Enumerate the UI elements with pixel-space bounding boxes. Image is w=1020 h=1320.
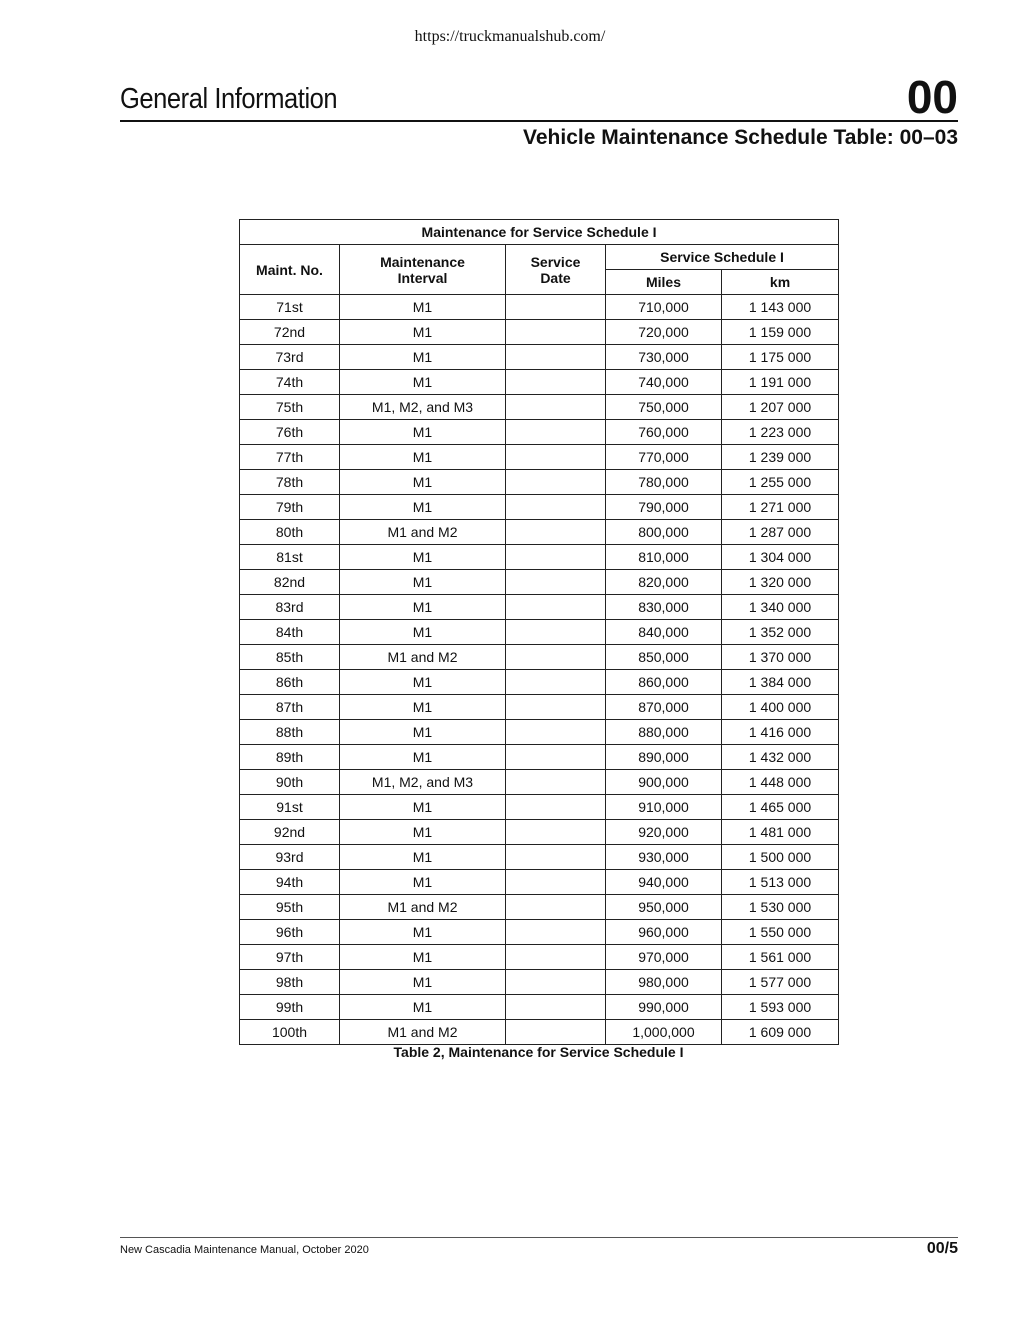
cell-maint-no: 88th xyxy=(240,720,340,745)
cell-service-date xyxy=(506,395,606,420)
cell-miles: 750,000 xyxy=(606,395,722,420)
cell-interval: M1 xyxy=(340,845,506,870)
cell-maint-no: 100th xyxy=(240,1020,340,1045)
cell-service-date xyxy=(506,770,606,795)
cell-km: 1 320 000 xyxy=(722,570,839,595)
cell-miles: 740,000 xyxy=(606,370,722,395)
table-row xyxy=(240,720,839,745)
cell-miles: 820,000 xyxy=(606,570,722,595)
cell-miles: 960,000 xyxy=(606,920,722,945)
cell-service-date xyxy=(506,745,606,770)
table-title: Maintenance for Service Schedule I xyxy=(240,220,839,245)
cell-km: 1 577 000 xyxy=(722,970,839,995)
cell-interval: M1 xyxy=(340,420,506,445)
page-subtitle: Vehicle Maintenance Schedule Table: 00–03 xyxy=(523,126,958,149)
cell-interval: M1, M2, and M3 xyxy=(340,770,506,795)
cell-interval: M1 xyxy=(340,970,506,995)
cell-km: 1 340 000 xyxy=(722,595,839,620)
cell-interval: M1 xyxy=(340,745,506,770)
cell-maint-no: 80th xyxy=(240,520,340,545)
cell-maint-no: 72nd xyxy=(240,320,340,345)
cell-service-date xyxy=(506,320,606,345)
table-row xyxy=(240,845,839,870)
cell-interval: M1 xyxy=(340,670,506,695)
cell-interval: M1 xyxy=(340,995,506,1020)
cell-interval: M1 xyxy=(340,445,506,470)
cell-service-date xyxy=(506,870,606,895)
cell-miles: 910,000 xyxy=(606,795,722,820)
cell-interval: M1 xyxy=(340,495,506,520)
cell-interval: M1 xyxy=(340,920,506,945)
table-row xyxy=(240,770,839,795)
cell-interval: M1 and M2 xyxy=(340,1020,506,1045)
cell-miles: 720,000 xyxy=(606,320,722,345)
cell-km: 1 384 000 xyxy=(722,670,839,695)
cell-miles: 710,000 xyxy=(606,295,722,320)
table-row xyxy=(240,670,839,695)
cell-maint-no: 87th xyxy=(240,695,340,720)
cell-km: 1 400 000 xyxy=(722,695,839,720)
cell-miles: 870,000 xyxy=(606,695,722,720)
page-header xyxy=(120,70,958,122)
cell-miles: 860,000 xyxy=(606,670,722,695)
cell-km: 1 271 000 xyxy=(722,495,839,520)
cell-service-date xyxy=(506,995,606,1020)
footer-divider xyxy=(120,1237,958,1238)
cell-interval: M1 xyxy=(340,320,506,345)
cell-miles: 920,000 xyxy=(606,820,722,845)
cell-km: 1 550 000 xyxy=(722,920,839,945)
cell-service-date xyxy=(506,295,606,320)
cell-km: 1 370 000 xyxy=(722,645,839,670)
cell-km: 1 500 000 xyxy=(722,845,839,870)
cell-maint-no: 75th xyxy=(240,395,340,420)
section-title: General Information xyxy=(120,83,338,115)
cell-km: 1 287 000 xyxy=(722,520,839,545)
cell-km: 1 255 000 xyxy=(722,470,839,495)
cell-miles: 830,000 xyxy=(606,595,722,620)
cell-service-date xyxy=(506,520,606,545)
cell-maint-no: 95th xyxy=(240,895,340,920)
cell-interval: M1 xyxy=(340,295,506,320)
cell-km: 1 481 000 xyxy=(722,820,839,845)
table-row xyxy=(240,895,839,920)
table-row xyxy=(240,695,839,720)
cell-service-date xyxy=(506,670,606,695)
cell-km: 1 432 000 xyxy=(722,745,839,770)
table-row xyxy=(240,870,839,895)
footer-manual-title: New Cascadia Maintenance Manual, October 2020 xyxy=(120,1244,369,1256)
cell-interval: M1 xyxy=(340,545,506,570)
cell-interval: M1 xyxy=(340,820,506,845)
table-row xyxy=(240,295,839,320)
table-row xyxy=(240,995,839,1020)
table-row xyxy=(240,745,839,770)
cell-km: 1 143 000 xyxy=(722,295,839,320)
cell-interval: M1 xyxy=(340,620,506,645)
cell-miles: 800,000 xyxy=(606,520,722,545)
header-maint-no: Maint. No. xyxy=(240,245,340,295)
table-row xyxy=(240,320,839,345)
table-row xyxy=(240,345,839,370)
cell-service-date xyxy=(506,970,606,995)
cell-km: 1 304 000 xyxy=(722,545,839,570)
cell-km: 1 513 000 xyxy=(722,870,839,895)
cell-km: 1 352 000 xyxy=(722,620,839,645)
table-row xyxy=(240,470,839,495)
cell-km: 1 465 000 xyxy=(722,795,839,820)
cell-service-date xyxy=(506,1020,606,1045)
cell-miles: 780,000 xyxy=(606,470,722,495)
cell-maint-no: 97th xyxy=(240,945,340,970)
cell-maint-no: 74th xyxy=(240,370,340,395)
cell-interval: M1 and M2 xyxy=(340,645,506,670)
cell-service-date xyxy=(506,895,606,920)
cell-maint-no: 71st xyxy=(240,295,340,320)
table-row xyxy=(240,570,839,595)
cell-maint-no: 81st xyxy=(240,545,340,570)
cell-maint-no: 79th xyxy=(240,495,340,520)
cell-service-date xyxy=(506,570,606,595)
cell-maint-no: 76th xyxy=(240,420,340,445)
table-row xyxy=(240,820,839,845)
header-service-date: Service Date xyxy=(506,245,606,295)
cell-maint-no: 86th xyxy=(240,670,340,695)
table-row xyxy=(240,370,839,395)
cell-miles: 840,000 xyxy=(606,620,722,645)
cell-service-date xyxy=(506,945,606,970)
cell-service-date xyxy=(506,820,606,845)
section-number: 00 xyxy=(906,71,958,123)
cell-maint-no: 93rd xyxy=(240,845,340,870)
cell-maint-no: 89th xyxy=(240,745,340,770)
maintenance-schedule-table xyxy=(239,219,839,1045)
cell-service-date xyxy=(506,345,606,370)
cell-km: 1 561 000 xyxy=(722,945,839,970)
cell-maint-no: 73rd xyxy=(240,345,340,370)
table-row xyxy=(240,945,839,970)
cell-service-date xyxy=(506,620,606,645)
header-maintenance-interval: Maintenance Interval xyxy=(340,245,506,295)
cell-km: 1 207 000 xyxy=(722,395,839,420)
cell-miles: 990,000 xyxy=(606,995,722,1020)
table-row xyxy=(240,620,839,645)
cell-interval: M1 xyxy=(340,945,506,970)
cell-maint-no: 84th xyxy=(240,620,340,645)
cell-interval: M1 xyxy=(340,870,506,895)
cell-km: 1 416 000 xyxy=(722,720,839,745)
cell-interval: M1 and M2 xyxy=(340,895,506,920)
table-row xyxy=(240,420,839,445)
cell-service-date xyxy=(506,445,606,470)
cell-service-date xyxy=(506,795,606,820)
cell-miles: 810,000 xyxy=(606,545,722,570)
header-service-schedule: Service Schedule I xyxy=(606,245,839,270)
table-row xyxy=(240,545,839,570)
table-caption: Table 2, Maintenance for Service Schedule I xyxy=(393,1044,684,1060)
cell-interval: M1, M2, and M3 xyxy=(340,395,506,420)
cell-km: 1 593 000 xyxy=(722,995,839,1020)
cell-interval: M1 and M2 xyxy=(340,520,506,545)
cell-interval: M1 xyxy=(340,570,506,595)
cell-miles: 850,000 xyxy=(606,645,722,670)
cell-maint-no: 78th xyxy=(240,470,340,495)
cell-km: 1 175 000 xyxy=(722,345,839,370)
cell-maint-no: 96th xyxy=(240,920,340,945)
table-title-row xyxy=(240,220,839,245)
footer-page-number: 00/5 xyxy=(926,1240,958,1257)
cell-interval: M1 xyxy=(340,470,506,495)
cell-interval: M1 xyxy=(340,345,506,370)
cell-interval: M1 xyxy=(340,370,506,395)
cell-interval: M1 xyxy=(340,795,506,820)
cell-miles: 950,000 xyxy=(606,895,722,920)
cell-service-date xyxy=(506,645,606,670)
cell-interval: M1 xyxy=(340,595,506,620)
cell-miles: 730,000 xyxy=(606,345,722,370)
table-row xyxy=(240,520,839,545)
cell-miles: 900,000 xyxy=(606,770,722,795)
table-header-row xyxy=(240,245,839,270)
cell-service-date xyxy=(506,370,606,395)
cell-maint-no: 90th xyxy=(240,770,340,795)
cell-service-date xyxy=(506,695,606,720)
cell-maint-no: 82nd xyxy=(240,570,340,595)
cell-service-date xyxy=(506,845,606,870)
table-row xyxy=(240,795,839,820)
table-row xyxy=(240,445,839,470)
cell-maint-no: 83rd xyxy=(240,595,340,620)
cell-km: 1 159 000 xyxy=(722,320,839,345)
table-row xyxy=(240,970,839,995)
cell-interval: M1 xyxy=(340,720,506,745)
cell-service-date xyxy=(506,720,606,745)
table-row xyxy=(240,645,839,670)
cell-km: 1 239 000 xyxy=(722,445,839,470)
cell-miles: 790,000 xyxy=(606,495,722,520)
cell-maint-no: 94th xyxy=(240,870,340,895)
cell-maint-no: 85th xyxy=(240,645,340,670)
cell-service-date xyxy=(506,545,606,570)
table-row xyxy=(240,495,839,520)
cell-km: 1 609 000 xyxy=(722,1020,839,1045)
cell-km: 1 223 000 xyxy=(722,420,839,445)
cell-miles: 970,000 xyxy=(606,945,722,970)
cell-km: 1 191 000 xyxy=(722,370,839,395)
table-body xyxy=(240,295,839,1045)
cell-miles: 770,000 xyxy=(606,445,722,470)
table-row xyxy=(240,395,839,420)
cell-miles: 940,000 xyxy=(606,870,722,895)
cell-maint-no: 92nd xyxy=(240,820,340,845)
cell-service-date xyxy=(506,495,606,520)
table-row xyxy=(240,920,839,945)
cell-miles: 880,000 xyxy=(606,720,722,745)
cell-service-date xyxy=(506,920,606,945)
cell-km: 1 530 000 xyxy=(722,895,839,920)
cell-maint-no: 77th xyxy=(240,445,340,470)
cell-miles: 890,000 xyxy=(606,745,722,770)
cell-service-date xyxy=(506,420,606,445)
cell-interval: M1 xyxy=(340,695,506,720)
header-km: km xyxy=(722,270,839,295)
cell-miles: 760,000 xyxy=(606,420,722,445)
cell-miles: 930,000 xyxy=(606,845,722,870)
cell-maint-no: 91st xyxy=(240,795,340,820)
table-row xyxy=(240,595,839,620)
cell-miles: 1,000,000 xyxy=(606,1020,722,1045)
cell-miles: 980,000 xyxy=(606,970,722,995)
cell-km: 1 448 000 xyxy=(722,770,839,795)
header-miles: Miles xyxy=(606,270,722,295)
table-row xyxy=(240,1020,839,1045)
source-url: https://truckmanualshub.com/ xyxy=(414,28,606,45)
cell-maint-no: 99th xyxy=(240,995,340,1020)
cell-maint-no: 98th xyxy=(240,970,340,995)
cell-service-date xyxy=(506,470,606,495)
cell-service-date xyxy=(506,595,606,620)
